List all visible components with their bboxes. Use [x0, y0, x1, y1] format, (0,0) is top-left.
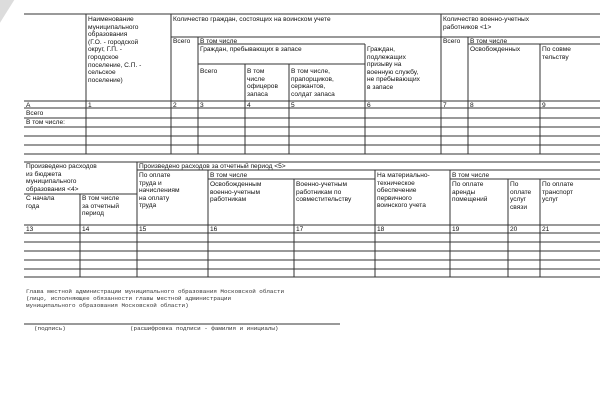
column-number: 9: [542, 102, 546, 109]
column-number: 14: [82, 226, 90, 233]
column-number: 3: [200, 102, 204, 109]
header-citizens-group: Количество граждан, состоящих на воинском учете: [173, 16, 331, 23]
header-released-workers: Освобожденным военно-учетным работникам: [210, 181, 262, 204]
signer-title: Глава местной администрации муниципального образования Московской области (лицо, исполняющее обязанности главы местной администрации муниципального образования Московской области): [26, 288, 285, 310]
signature-decoding-caption: (расшифровка подписи - фамилия и инициалы): [130, 325, 279, 332]
header-reserve-total: Всего: [200, 68, 218, 75]
header-rent: По оплате аренды помещений: [452, 181, 488, 204]
header-reserve: Граждан, пребывающих в запасе: [200, 46, 302, 53]
header-citizens-including: В том числе: [200, 38, 238, 45]
column-number: 21: [542, 226, 550, 233]
column-number: 19: [452, 226, 460, 233]
header-draft-age: Граждан, подлежащих призыву на военную службу, не пребывающих в запасе: [367, 46, 420, 91]
header-workers-released: Освобожденных: [470, 46, 521, 53]
column-number: 13: [26, 226, 34, 233]
column-number: 5: [291, 102, 295, 109]
column-number: 7: [443, 102, 447, 109]
column-number: 16: [210, 226, 218, 233]
column-number: 1: [88, 102, 92, 109]
column-number: А: [26, 102, 31, 109]
column-number: 2: [173, 102, 177, 109]
header-reporting-period: В том числе за отчетный период: [82, 195, 120, 218]
header-communication: По оплате услуг связи: [510, 181, 532, 211]
header-since-year-start: С начала года: [26, 195, 55, 210]
header-reserve-sergeants: В том числе, прапорщиков, сержантов, солдат запаса: [291, 68, 335, 98]
row-label-including: В том числе:: [26, 119, 65, 126]
header-labor-including: В том числе: [210, 172, 248, 179]
header-workers-total: Всего: [443, 38, 461, 45]
header-material-including: В том числе: [452, 172, 490, 179]
header-transport: По оплате транспорт услуг: [542, 181, 574, 204]
header-reserve-officers: В том числе офицеров запаса: [247, 68, 278, 98]
row-label-total: Всего: [26, 110, 44, 117]
column-number: 20: [510, 226, 518, 233]
header-budget-expenses: Произведено расходов из бюджета муниципального образования <4>: [26, 163, 97, 193]
header-municipality-name: Наименование муниципального образования (Г.О. - городской округ, Г.П. - городское поселение, С.П. - сельское поселение): [88, 16, 142, 84]
column-number: 8: [470, 102, 474, 109]
header-period-expenses: Произведено расходов за отчетный период <5>: [139, 163, 286, 170]
header-citizens-total: Всего: [173, 38, 191, 45]
header-part-time-workers: Военно-учетным работникам по совместительству: [296, 181, 352, 204]
column-number: 17: [296, 226, 304, 233]
column-number: 15: [139, 226, 147, 233]
header-workers-including: В том числе: [470, 38, 508, 45]
header-workers-part-time: По совме тельству: [542, 46, 571, 61]
column-number: 6: [367, 102, 371, 109]
header-material-support: На материально- техническое обеспечение первичного воинского учета: [377, 172, 430, 210]
column-number: 18: [377, 226, 385, 233]
column-number: 4: [247, 102, 251, 109]
signature-caption: (подпись): [34, 325, 66, 332]
header-workers-group: Количество военно-учетных работников <1>: [443, 16, 530, 31]
header-labor-payment: По оплате труда и начислениям на оплату труда: [139, 172, 180, 210]
